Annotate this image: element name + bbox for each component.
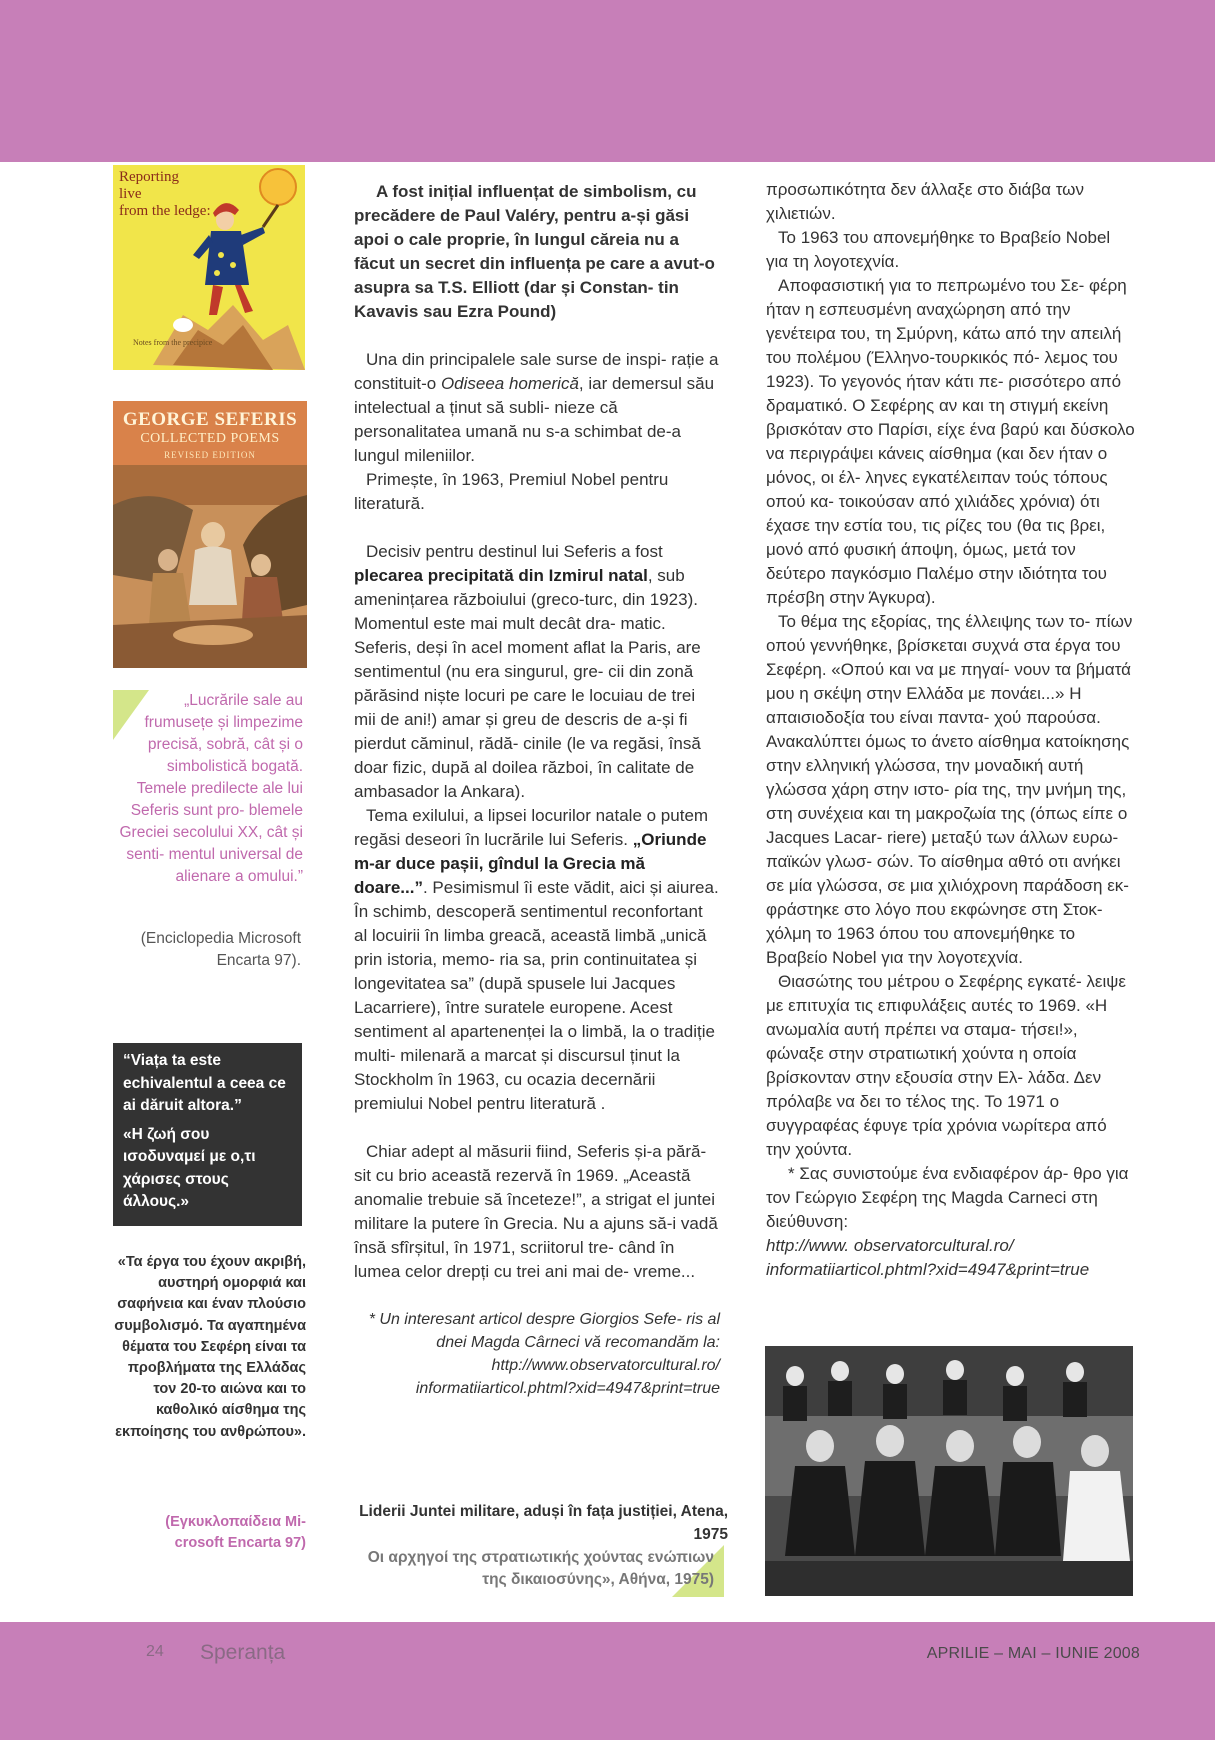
- pull-quote-romanian-source: (Enciclopedia Microsoft Encarta 97).: [140, 930, 301, 969]
- article-paragraph: Το θέμα της εξορίας, της έλλειψης των το- πίων οπού γεννήθηκε, βρίσκεται συχνά στα έργα του Σεφέρη. «Οπού και να με πηγαί- νουν τα βήματά μου η σκέψη στην Ελλάδα με πονάει...» Η απαισιοδοξία του είναι παντα- χού παρούσα. Ανακαλύπτει όμως το άνετο αίσθημα κατοίκησης στην ελληνική γλώσσα, την μοναδική αυτή γλώσσα χάρη στην ιστο- ρία της, την μνήμη της, στη συνέχεια και τη μακροζωία της (όπως είπε ο Jacques Lacar- riere) μεταξύ των άλλων ευρω- παϊκών γλωσ- σών. Το αίσθημα αθτό οτι ανήκει σε μία γλώσσα, σε μια χιλιόχρονη παράδοση εκ- φράστηκε στο λόγο που εκφώνησε στη Στοκ- χόλμη το 1963 όπου του απονεμήθηκε το Βραβείο Nobel για την λογοτεχνία.: [766, 612, 1133, 967]
- bottom-color-band: [0, 1622, 1215, 1740]
- book-cover-1-title-line: Reporting: [119, 169, 179, 185]
- dark-quote-greek: «Η ζωή σου ισοδυναμεί με ο,τι χάρισες στους άλλους.»: [123, 1125, 256, 1210]
- text-run: Decisiv pentru destinul lui Seferis a fost: [366, 542, 663, 561]
- top-color-band: [0, 0, 1215, 162]
- text-run: Una din principalele sale surse de inspi- rație a constituit-o: [354, 350, 719, 393]
- book-cover-1-title-line: live: [119, 186, 142, 202]
- text-run: Tema exilului, a lipsei locurilor natale o putem regăsi deseori în lucrările lui Seferis.: [354, 806, 709, 849]
- article-footnote: * Un interesant articol despre Giorgios Sefe- ris al dnei Magda Cârneci vă recomandăm la: http://www.observatorcultural.ro/ informatiiarticol.phtml?xid=4947&print=true: [368, 1311, 720, 1397]
- fresco-illustration: [113, 465, 307, 668]
- article-paragraph: προσωπικότητα δεν άλλαξε στο διάβα των χιλιετιών.: [766, 180, 1084, 223]
- magazine-title: Speranța: [200, 1641, 286, 1664]
- pull-quote-greek-source: (Εγκυκλοπαίδεια Mi- crosoft Encarta 97): [165, 1514, 306, 1552]
- book-cover-1-subtitle: Notes from the precipice: [133, 338, 213, 347]
- article-paragraph: [354, 804, 720, 1116]
- article-paragraph: Αποφασιστική για το πεπρωμένο του Σε- φέρη ήταν η εσπευσμένη αναχώρηση από την γενέτειρα του, τη Σμύρνη, κάτω από την απειλή του πολέμου (Έλληνο-τουρκικός πό- λεμος του 1923). Το γεγονός ήταν κάτι πε- ρισσότερο από δραματικό. Ο Σεφέρης αν και τη στιγμή εκείνη βρισκόταν στο Παρίσι, είχε ένα βαρύ και δύσκολο να περιγράψει κάνεις αίσθημα (και δεν ήταν ο μόνος, οι έλ- ληνες εγκατέλειπαν τούς τόπους οπού κα- τοικούσαν από χιλιάδες χρόνια) ότι έχασε την εστία του, τις ρίζες του (θα τις βρει, μονό από φυσική άποψη, όμως, μετά τον δεύτερο παγκόσμιο Παλέμο στην ιδιότητα του πρέσβη στην Άγκυρα).: [766, 276, 1135, 607]
- article-paragraph: Primește, în 1963, Premiul Nobel pentru literatură.: [354, 470, 669, 513]
- dark-quote-romanian: “Viața ta este echivalentul a ceea ce ai dăruit altora.”: [123, 1052, 286, 1114]
- article-paragraph: [354, 540, 720, 804]
- page-number: 24: [146, 1643, 164, 1660]
- article-paragraph: Chiar adept al măsurii fiind, Seferis și-a pără- sit cu brio această rezervă în 1969. „Această anomalie trebuie să înceteze!”, a strigat el juntei militare la putere în Grecia. Nu a ajuns să-i vadă însă sfîrșitul, în 1971, scriitorul tre- când în lumea celor drepți cu trei ani mai de- vreme...: [354, 1142, 718, 1281]
- article-paragraph: [354, 348, 720, 468]
- pull-quote-greek: «Τα έργα του έχουν ακριβή, αυστηρή ομορφιά και σαφήνεια και έναν πλούσιο συμβολισμό. Τα αγαπημένα θέματα του Σεφέρη είναι τα προβλήματα της Ελλάδας τον 20-το αιώνα και το καθολικό αίσθημα της εκποίησης του ανθρώπου».: [114, 1254, 306, 1440]
- article-paragraph: Θιασώτης του μέτρου ο Σεφέρης εγκατέ- λειψε με επιτυχία τις επιφυλάξεις αυτές το 1969. «Η ανωμαλία αυτή πρέπει να σταμα- τήσει!», φώναξε στην στρατιωτική χούντα η οποία βρίσκονταν στην εξουσία στην Ελ- λάδα. Δεν πρόλαβε να δει το τέλος της. Το 1971 ο συγγραφέας έφυγε τρία χρόνια νωρίτερα από την χούντα.: [766, 972, 1126, 1159]
- book-cover-reporting-live: [113, 165, 305, 370]
- book-cover-2-title: COLLECTED POEMS: [140, 431, 280, 446]
- article-lead: A fost inițial influențat de simbolism, cu precădere de Paul Valéry, pentru a-și găsi apoi o cale proprie, în lungul căreia nu a făcut un secret din influența pe care a avut-o asupra sa T.S. Elliott (dar și Constan- tin Kavavis sau Ezra Pound): [354, 182, 715, 321]
- article-paragraph: Το 1963 του απονεμήθηκε το Βραβείο Nobel για τη λογοτεχνία.: [766, 228, 1111, 271]
- article-url[interactable]: [766, 1234, 1136, 1282]
- pull-quote-romanian: [113, 690, 303, 888]
- issue-date: APRILIE – MAI – IUNIE 2008: [926, 1645, 1140, 1662]
- italic-title: Odiseea homerică: [440, 374, 579, 393]
- url-line[interactable]: http://www. observatorcultural.ro/: [766, 1236, 1014, 1255]
- article-paragraph: * Σας συνιστούμε ένα ενδιαφέρον άρ- θρο για τον Γεώργιο Σεφέρη της Magda Carneci στη διεύθυνση:: [766, 1164, 1129, 1231]
- book-cover-2-edition: REVISED EDITION: [164, 450, 256, 460]
- dark-quote-box: [113, 1043, 302, 1226]
- book-cover-collected-poems: [113, 401, 307, 668]
- article-column-romanian: [354, 180, 720, 1400]
- article-column-greek: [766, 178, 1136, 1282]
- text-run: , sub amenințarea războiului (greco-turc, din 1923). Momentul este mai mult decât dra- matic. Seferis, deși în acel moment aflat la Paris, are sentimentul (nu era singurul, gre- cii din zonă părăsind niște locuri pe care le locuiau de trei mii de ani!) amar și greu de descris de a-și fi pierdut căminul, rădă- cinile (le va regăsi, însă doar fizic, după al doilea război, în calitate de ambasador la Ankara).: [354, 566, 701, 801]
- text-run: . Pesimismul îi este vădit, aici și aiurea. În schimb, descoperă sentimentul reconfortant al locuirii în limba greacă, această limbă „unică prin istoria, memo- ria sa, prin continuitatea și longevitatea sa” (după spusele lui Jacques Lacarriere), între suratele europene. Acest sentiment al apartenenței la o limbă, la o tradiție multi- milenară a marcat și discursul ținut la Stockholm în 1963, cu ocazia decernării premiului Nobel pentru literatură .: [354, 878, 719, 1113]
- pull-quote-romanian-text: „Lucrările sale au frumusețe și limpezime precisă, sobră, cât și o simbolistică bogată. Temele predilecte ale lui Seferis sunt pro- blemele Greciei secolului XX, cât și senti- mentul universal de alienare a omului.”: [119, 692, 303, 885]
- book-cover-2-author: GEORGE SEFERIS: [122, 409, 298, 430]
- photo-caption-romanian: Liderii Juntei militare, aduși în fața justiției, Atena, 1975: [359, 1503, 728, 1543]
- bold-quote: „Oriunde m-ar duce pașii, gîndul la Grecia mă doare...”: [354, 830, 707, 897]
- bold-phrase: plecarea precipitată din Izmirul natal: [354, 566, 648, 585]
- text-run: , iar demersul său intelectual a ținut să subli- nieze că personalitatea umană nu s-a schimbat de-a lungul mileniilor.: [354, 374, 715, 465]
- url-line[interactable]: informatiiarticol.phtml?xid=4947&print=true: [766, 1260, 1090, 1279]
- book-cover-1-title: [119, 169, 211, 220]
- photo-caption-greek: Οι αρχηγοί της στρατιωτικής χούντας ενώπιων της δικαιοσύνης», Αθήνα, 1975): [367, 1549, 714, 1588]
- courtroom-photo-illustration: [765, 1346, 1133, 1596]
- junta-trial-photo: [765, 1346, 1133, 1596]
- book-cover-1-title-line: from the ledge:: [119, 203, 211, 219]
